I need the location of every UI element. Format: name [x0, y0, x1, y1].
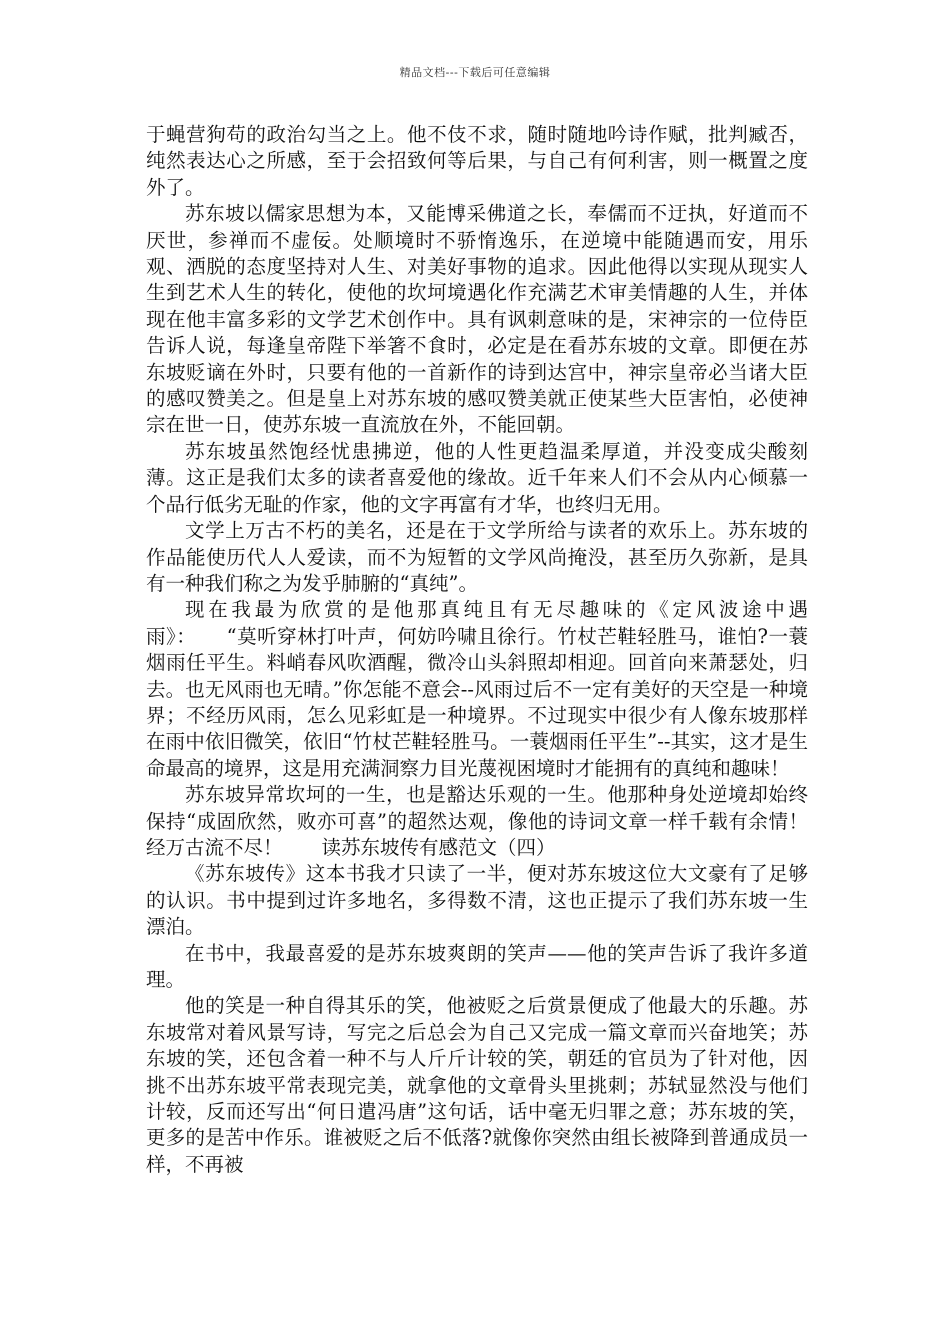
- paragraph: 苏东坡虽然饱经忧患拂逆，他的人性更趋温柔厚道，并没变成尖酸刻薄。这正是我们太多的读者喜爱他的缘故。近千年来人们不会从内心倾慕一个品行低劣无耻的作家，他的文字再富有才华，也终归无用。: [146, 439, 808, 516]
- paragraph-continued: 于蝇营狗苟的政治勾当之上。他不伎不求，随时随地吟诗作赋，批判臧否，纯然表达心之所感，至于会招致何等后果，与自己有何利害，则一概置之度外了。: [146, 123, 808, 199]
- paragraph: 他的笑是一种自得其乐的笑，他被贬之后赏景便成了他最大的乐趣。苏东坡常对着风景写诗，写完之后总会为自己又完成一篇文章而兴奋地笑；苏东坡的笑，还包含着一种不与人斤斤计较的笑，朝廷的官员为了针对他，因挑不出苏东坡平常表现完美，就拿他的文章骨头里挑刺；苏轼显然没与他们计较，反而还写出“何日遣冯唐”这句话，话中毫无归罪之意；苏东坡的笑，更多的是苦中作乐。谁被贬之后不低落?就像你突然由组长被降到普通成员一样，不再被: [146, 994, 808, 1176]
- paragraph: 现在我最为欣赏的是他那真纯且有无尽趣味的《定风波途中遇雨》： “莫听穿林打叶声，何妨吟啸且徐行。竹杖芒鞋轻胜马，谁怕?一蓑烟雨任平生。料峭春风吹酒醒，微冷山头斜照却相迎。回首向来萧瑟处，归去。也无风雨也无晴。”你怎能不意会--风雨过后不一定有美好的天空是一种境界；不经历风雨，怎么见彩虹是一种境界。不过现实中很少有人像东坡那样在雨中依旧微笑，依旧“竹杖芒鞋轻胜马。一蓑烟雨任平生”--其实，这才是生命最高的境界，这是用充满洞察力目光蔑视困境时才能拥有的真纯和趣味！: [146, 598, 808, 780]
- document-body: [146, 122, 808, 1178]
- paragraph: 苏东坡以儒家思想为本，又能博采佛道之长，奉儒而不迂执，好道而不厌世，参禅而不虚佞。处顺境时不骄惰逸乐，在逆境中能随遇而安，用乐观、洒脱的态度坚持对人生、对美好事物的追求。因此他得以实现从现实人生到艺术人生的转化，使他的坎坷境遇化作充满艺术审美情趣的人生，并体现在他丰富多彩的文学艺术创作中。具有讽刺意味的是，宋神宗的一位侍臣告诉人说，每逢皇帝陛下举箸不食时，必定是在看苏东坡的文章。即便在苏东坡贬谪在外时，只要有他的一首新作的诗到达宫中，神宗皇帝必当诸大臣的感叹赞美之。但是皇上对苏东坡的感叹赞美就正使某些大臣害怕，必使神宗在世一日，使苏东坡一直流放在外，不能回朝。: [146, 202, 808, 437]
- paragraph: 苏东坡异常坎坷的一生，也是豁达乐观的一生。他那种身处逆境却始终保持“成固欣然，败亦可喜”的超然达观，像他的诗词文章一样千载有余情！经万古流不尽！ 读苏东坡传有感范文（四）: [146, 783, 808, 859]
- paragraph: 在书中，我最喜爱的是苏东坡爽朗的笑声——他的笑声告诉了我许多道理。: [146, 941, 808, 991]
- paragraph: 《苏东坡传》这本书我才只读了一半，便对苏东坡这位大文豪有了足够的认识。书中提到过许多地名，多得数不清，这也正提示了我们苏东坡一生漂泊。: [146, 862, 808, 939]
- page-header: 精品文档---下载后可任意编辑: [399, 66, 551, 79]
- paragraph: 文学上万古不朽的美名，还是在于文学所给与读者的欢乐上。苏东坡的作品能使历代人人爱读，而不为短暂的文学风尚掩没，甚至历久弥新，是具有一种我们称之为发乎肺腑的“真纯”。: [146, 519, 808, 595]
